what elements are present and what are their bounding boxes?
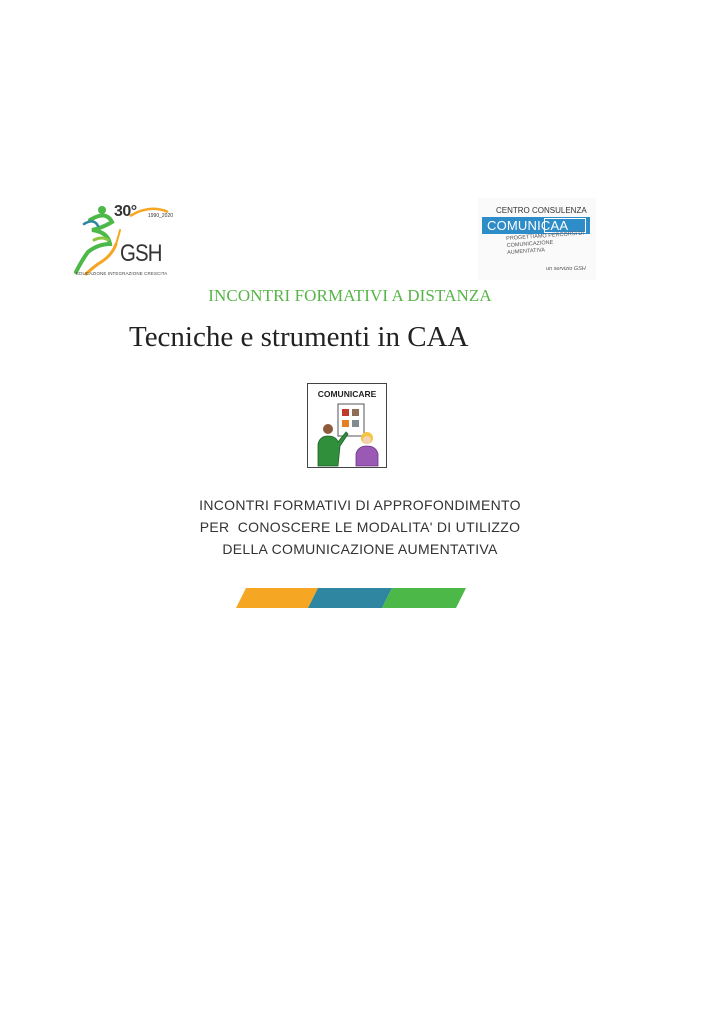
gsh-tagline: EDUCAZIONE INTEGRAZIONE CRESCITA	[76, 271, 168, 276]
gsh-name: GSH	[120, 240, 162, 267]
event-type-heading: INCONTRI FORMATIVI A DISTANZA	[208, 286, 492, 305]
gsh-years: 1990_2020	[148, 213, 174, 219]
comunicaa-logo	[478, 198, 596, 280]
communicate-pictogram	[307, 383, 387, 468]
color-bar-teal	[308, 588, 392, 608]
description-line-3: DELLA COMUNICAZIONE AUMENTATIVA	[222, 541, 498, 557]
gsh-anniversary: 30°	[114, 203, 137, 220]
color-bar-green	[382, 588, 466, 608]
comunicaa-header: CENTRO CONSULENZA	[496, 206, 587, 215]
description-line-2: PER CONOSCERE LE MODALITA' DI UTILIZZO	[199, 519, 521, 535]
page-title: Tecniche e strumenti in CAA	[129, 321, 469, 353]
comunicaa-description: PROGETTIAMO PERCORSI DI COMUNICAZIONE AUMENTATIVA	[506, 230, 585, 256]
comunicaa-service: un servizio GSH	[546, 266, 586, 272]
gsh-logo	[72, 200, 172, 280]
color-bar-orange	[236, 588, 318, 608]
communicate-icon	[308, 384, 387, 468]
description-line-1: INCONTRI FORMATIVI DI APPROFONDIMENTO	[199, 497, 521, 513]
pictogram-label: COMUNICARE	[317, 389, 377, 399]
description	[60, 494, 660, 560]
comunicaa-brand: COMUNICAA	[487, 218, 569, 233]
color-bar	[236, 588, 468, 608]
